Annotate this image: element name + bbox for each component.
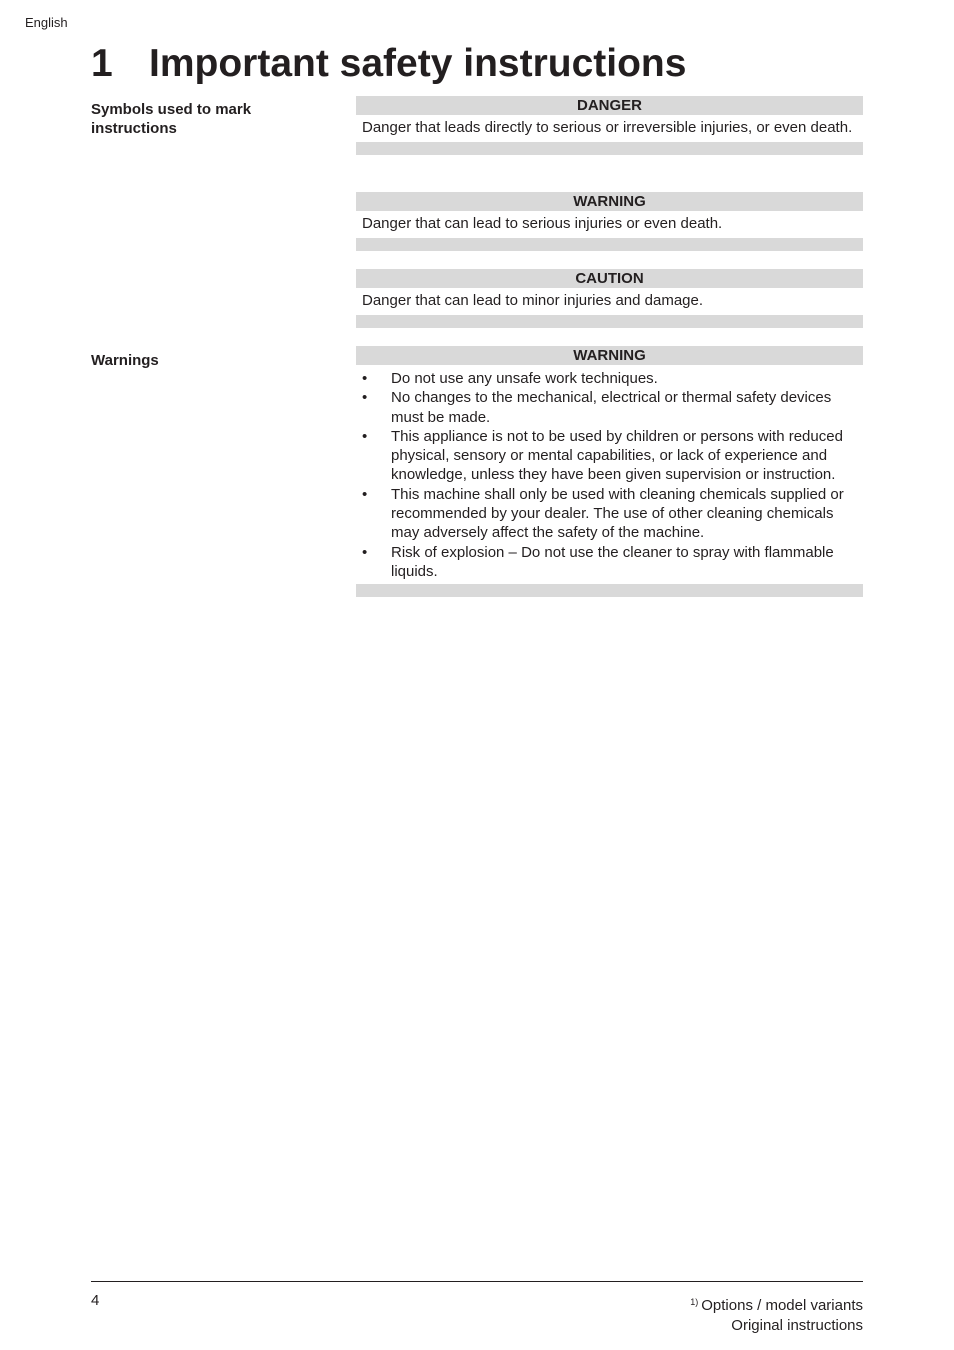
- section-number: 1: [91, 42, 113, 85]
- list-item: [356, 369, 857, 388]
- bullet: •: [362, 427, 368, 445]
- list-item-text: No changes to the mechanical, electrical or thermal safety devices must be made.: [391, 389, 832, 426]
- footer-notes: [690, 1292, 863, 1336]
- warnings-heading: WARNING: [356, 346, 863, 365]
- list-item: [356, 485, 857, 543]
- bullet: •: [362, 543, 368, 561]
- warnings-box: [356, 346, 863, 597]
- footer-divider: [91, 1281, 863, 1282]
- footnote-line: [690, 1292, 863, 1316]
- page-number: 4: [91, 1292, 100, 1309]
- list-item-text: This appliance is not to be used by children or persons with reduced physical, sensory or mental capabilities, or lack of experience and knowledge, unless they have been given supervision or instruction.: [391, 427, 843, 484]
- list-item-text: Do not use any unsafe work techniques.: [391, 370, 658, 387]
- document-type: Original instructions: [731, 1317, 863, 1334]
- bullet: •: [362, 370, 368, 387]
- page-title: [91, 40, 686, 88]
- list-item-text: This machine shall only be used with cleaning chemicals supplied or recommended by your dealer. The use of other cleaning chemicals may adversely affect the safety of the machine.: [391, 485, 844, 542]
- list-item: [356, 543, 857, 582]
- section-title: Important safety instructions: [149, 42, 687, 85]
- language-label: English: [25, 15, 68, 30]
- danger-heading: DANGER: [356, 96, 863, 115]
- footnote-marker: 1): [690, 1297, 699, 1307]
- caution-text: Danger that can lead to minor injuries and damage.: [362, 292, 704, 309]
- caution-heading: CAUTION: [356, 269, 863, 288]
- footnote-text: Options / model variants: [701, 1297, 863, 1314]
- list-item-text: Risk of explosion – Do not use the cleaner to spray with flammable liquids.: [391, 543, 834, 580]
- danger-text: Danger that leads directly to serious or irreversible injuries, or even death.: [362, 119, 853, 136]
- warning-text: Danger that can lead to serious injuries or even death.: [362, 215, 723, 232]
- warnings-sidebar-label: Warnings: [91, 352, 159, 369]
- warnings-footer-bar: [356, 584, 863, 597]
- list-item: [356, 388, 857, 427]
- caution-footer-bar: [356, 315, 863, 328]
- list-item: [356, 427, 857, 485]
- warning-footer-bar: [356, 238, 863, 251]
- warning-box: [356, 192, 863, 251]
- danger-box: [356, 96, 863, 155]
- danger-footer-bar: [356, 142, 863, 155]
- bullet: •: [362, 485, 368, 503]
- warning-heading: WARNING: [356, 192, 863, 211]
- warnings-list: [356, 365, 863, 584]
- symbols-sidebar-label: Symbols used to mark instructions: [91, 101, 252, 137]
- bullet: •: [362, 389, 368, 407]
- caution-box: [356, 269, 863, 328]
